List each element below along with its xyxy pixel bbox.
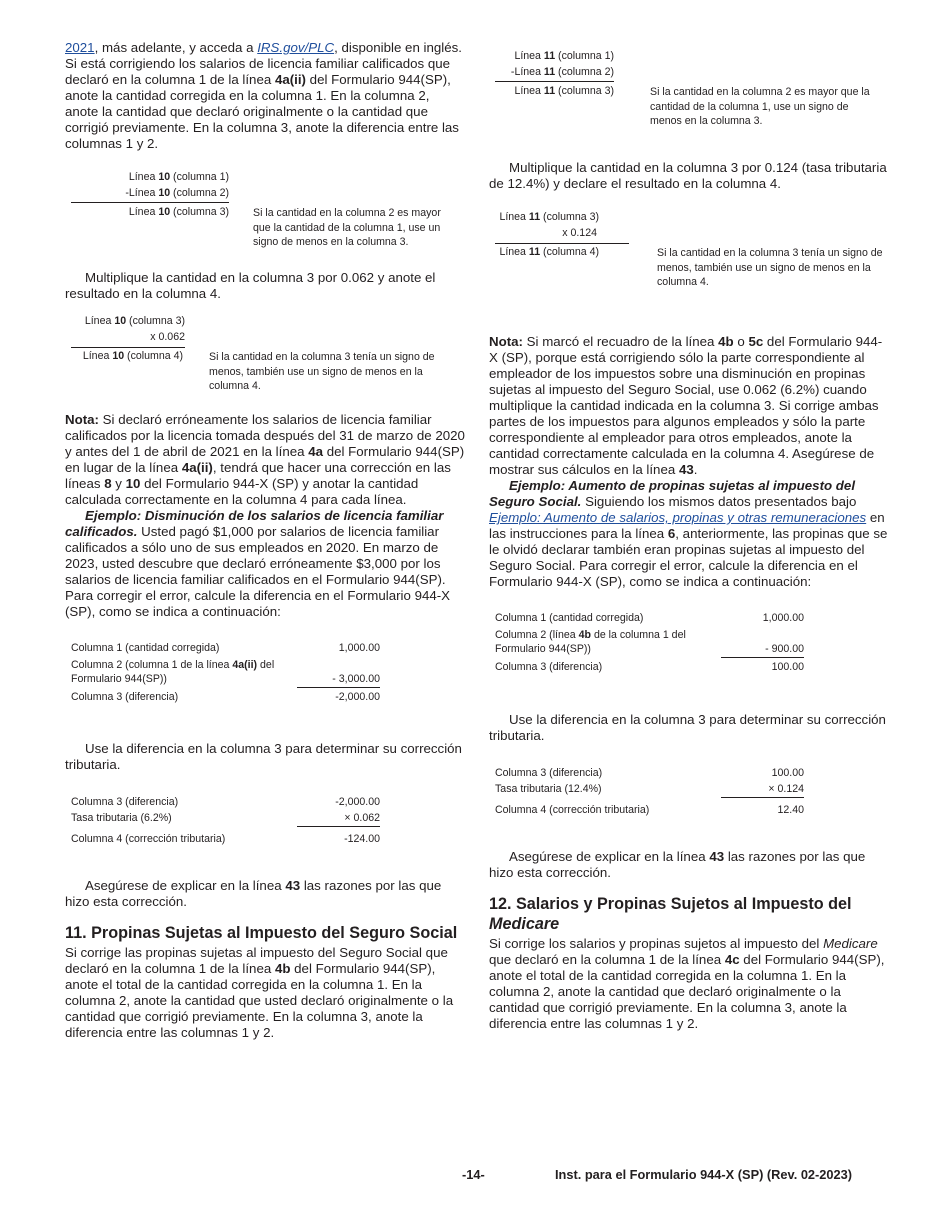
paragraph-nota-licencia: Nota: Si declaró erróneamente los salarios de licencia familiar calificados por la licencia tomada después del 31 de marzo de 2020 y antes del 1 de abril de 2021 en la línea 4a del Formulario 944(SP) en lugar de la línea 4a(ii), tendrá que hacer una corrección en las líneas 8 y 10 del Formulario 944-X (SP) y anotar la cantidad calculada correctamente en la columna 4 para cada línea. [65, 412, 465, 507]
table-row: Columna 4 (corrección tributaria) 12.40 [495, 803, 804, 816]
paragraph-multiply-0062: Multiplique la cantidad en la columna 3 por 0.062 y anote el resultado en la columna 4. [65, 270, 436, 301]
paragraph-explain-line43: Asegúrese de explicar en la línea 43 las razones por las que hizo esta corrección. [489, 848, 866, 880]
paragraph-plc-intro: 2021, más adelante, y acceda a IRS.gov/PLC, disponible en inglés. Si está corrigiendo los salarios de licencia familiar calificados que declaró en la columna 1 de la línea 4a(ii) del Formulario 944(SP), anote la cantidad corregida en la columna 1. En la columna 2, anote la cantidad que declaró originalmente o la cantidad que corrigió previamente. En la columna 3, anote la diferencia entre las columnas 1 y 2. [65, 40, 462, 151]
table-difference-example [495, 611, 804, 674]
paragraph-section-11: Si corrige las propinas sujetas al impuesto del Seguro Social que declaró en la columna 1 de la línea 4b del Formulario 944(SP), anote el total de la cantidad corregida en la columna 1. En la columna 2, anote la cantidad que usted declaró originalmente o la cantidad que corrigió previamente. En la columna 3, anote la diferencia entre las columnas 1 y 2. [65, 944, 454, 1040]
paragraph-use-difference: Use la diferencia en la columna 3 para determinar su corrección tributaria. [65, 740, 462, 772]
paragraph-section-12: Si corrige los salarios y propinas sujetos al impuesto del Medicare que declaró en la columna 1 de la línea 4c del Formulario 944(SP), anote el total de la cantidad corregida en la columna 1. En la columna 2, anote la cantidad que declaró originalmente o la cantidad que corrigió previamente. En la columna 3, anote la diferencia entre las columnas 1 y 2. [489, 935, 885, 1031]
paragraph-nota-propinas: Nota: Si marcó el recuadro de la línea 4b o 5c del Formulario 944-X (SP), porque está corrigiendo sólo la parte correspondiente al empleador de los impuestos sobre una disminución en propinas sujetas al impuesto del Seguro Social, use 0.062 (6.2%) cuando multiplique la cantidad indicada en la columna 3. Si corrige ambas partes de los impuestos para algunos empleados y sólo la parte correspondiente al empleador para otros empleados, anote la cantidad correctamente calculada en la columna 4. Asegúrese de mostrar sus cálculos en la línea 43. [489, 334, 883, 477]
calc-line11-difference: Línea 11 (columna 1) -Línea 11 (columna 2) Línea 11 (columna 3) Si la cantidad en la columna 2 es mayor que la cantidad de la columna 1, use un signo de menos en la columna 3. [489, 40, 889, 160]
table-row: Columna 3 (diferencia) -2,000.00 [71, 690, 380, 703]
page-number: -14- [462, 1167, 485, 1182]
footer-form-title: Inst. para el Formulario 944-X (SP) (Rev. 02-2023) [555, 1167, 853, 1182]
calc-rule [71, 347, 185, 348]
heading-section-11: 11. Propinas Sujetas al Impuesto del Seguro Social [65, 923, 458, 942]
calc-rule [495, 81, 614, 82]
table-difference-example [71, 641, 380, 704]
table-row: Tasa tributaria (12.4%) × 0.124 [495, 782, 804, 795]
paragraph-multiply-0124: Multiplique la cantidad en la columna 3 por 0.124 (tasa tributaria de 12.4%) y declare el resultado en la columna 4. [489, 160, 887, 191]
link-2021[interactable]: 2021 [65, 40, 95, 55]
calc-note: Si la cantidad en la columna 2 es mayor que la cantidad de la columna 1, use un signo de menos en la columna 3. [650, 86, 870, 128]
calc-line11-multiply: Línea 11 (columna 3) x 0.124 Línea 11 (columna 4) Si la cantidad en la columna 3 tenía un signo de menos, también use un signo de menos en la columna 4. [489, 192, 889, 334]
paragraph-ejemplo-disminucion: Ejemplo: Disminución de los salarios de licencia familiar calificados. Usted pagó $1,000 por salarios de licencia familiar calificados a sólo uno de sus empleados en 2020. En marzo de 2023, usted descubre que declaró erróneamente $3,000 por los salarios de licencia familiar calificados en el Formulario 944(SP). Para corregir el error, calcule la diferencia en el Formulario 944-X (SP), como se indica a continuación: [65, 508, 451, 619]
table-row: Tasa tributaria (6.2%) × 0.062 [71, 811, 380, 824]
paragraph-use-difference: Use la diferencia en la columna 3 para determinar su corrección tributaria. [489, 711, 886, 743]
calc-line10-multiply: Línea 10 (columna 3) x 0.062 Línea 10 (columna 4) Si la cantidad en la columna 3 tenía un signo de menos, también use un signo de menos en la columna 4. [65, 302, 465, 412]
table-row: Columna 3 (diferencia) 100.00 [495, 766, 804, 779]
heading-section-12: 12. Salarios y Propinas Sujetos al Impuesto del Medicare [489, 894, 852, 933]
right-column [489, 40, 889, 1032]
calc-note: Si la cantidad en la columna 3 tenía un signo de menos, también use un signo de menos en la columna 4. [209, 351, 435, 393]
paragraph-ejemplo-aumento: Ejemplo: Aumento de propinas sujetas al impuesto del Seguro Social. Siguiendo los mismos datos presentados bajo Ejemplo: Aumento de salarios, propinas y otras remuneraciones en las instrucciones para la línea 6, anteriormente, las propinas que se le olvidó declarar también eran propinas sujetas al impuesto del Seguro Social. Para corregir el error, calcule la diferencia en el Formulario 944-X (SP), como se indica a continuación: [489, 478, 888, 589]
table-row: Columna 1 (cantidad corregida) 1,000.00 [495, 612, 804, 624]
table-row: Columna 2 (línea 4b de la columna 1 del Formulario 944(SP)) - 900.00 [495, 629, 804, 655]
table-tax-correction [495, 766, 804, 817]
link-ejemplo-aumento-salarios[interactable]: Ejemplo: Aumento de salarios, propinas y otras remuneraciones [489, 510, 867, 525]
table-row: Columna 1 (cantidad corregida) 1,000.00 [71, 642, 380, 654]
calc-line10-difference: Línea 10 (columna 1) -Línea 10 (columna 2) Línea 10 (columna 3) Si la cantidad en la columna 2 es mayor que la cantidad de la columna 1, use un signo de menos en la columna 3. [65, 152, 465, 270]
paragraph-explain-line43: Asegúrese de explicar en la línea 43 las razones por las que hizo esta corrección. [65, 877, 442, 909]
table-row: Columna 4 (corrección tributaria) -124.00 [71, 832, 380, 845]
link-irs-gov-plc[interactable]: IRS.gov/PLC [257, 40, 335, 55]
calc-note: Si la cantidad en la columna 2 es mayor que la cantidad de la columna 1, use un signo de menos en la columna 3. [253, 207, 441, 249]
table-row: Columna 3 (diferencia) 100.00 [495, 660, 804, 673]
calc-note: Si la cantidad en la columna 3 tenía un signo de menos, también use un signo de menos en la columna 4. [657, 247, 883, 289]
table-tax-correction [71, 795, 380, 846]
calc-rule [495, 243, 629, 244]
calc-rule [71, 202, 229, 203]
table-row: Columna 3 (diferencia) -2,000.00 [71, 795, 380, 808]
table-row: Columna 2 (columna 1 de la línea 4a(ii) del Formulario 944(SP)) - 3,000.00 [71, 659, 380, 685]
left-column [65, 40, 465, 1041]
